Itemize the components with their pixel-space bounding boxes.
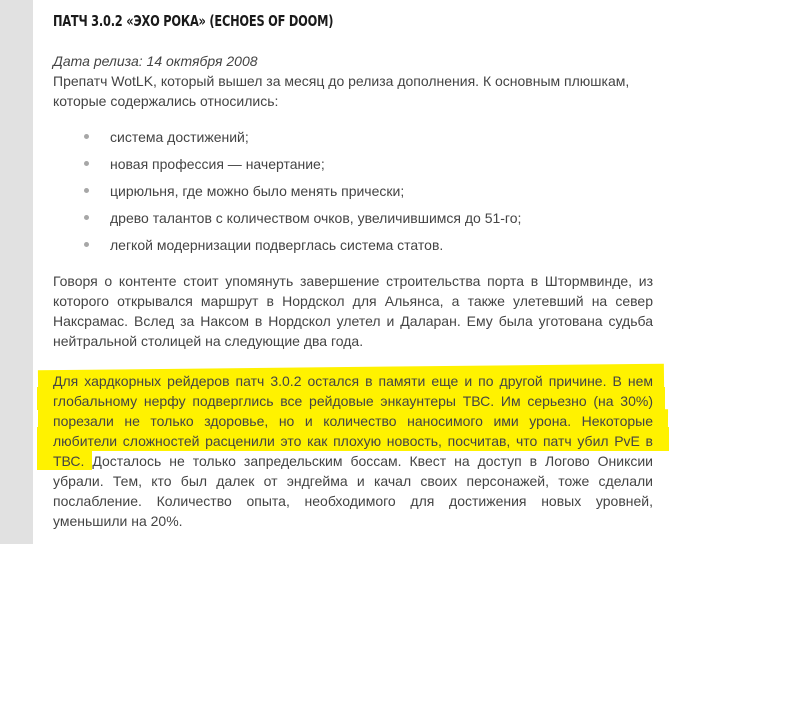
list-item: система достижений; xyxy=(53,127,521,154)
left-gray-bar xyxy=(0,0,33,544)
list-item: новая профессия — начертание; xyxy=(53,154,521,181)
list-item: древо талантов с количеством очков, увеличившимся до 51-го; xyxy=(53,208,521,235)
release-date: Дата релиза: 14 октября 2008 xyxy=(53,53,258,69)
raid-paragraph xyxy=(53,371,653,531)
content-paragraph: Говоря о контенте стоит упомянуть завершение строительства порта в Штормвинде, из которого открывался маршрут в Нордскол для Альянса, а также улетевший на север Наксрамас. Вслед за Наксом в Нордскол улетел и Даларан. Ему была уготована судьба нейтральной столицей на следующие два года. xyxy=(53,273,653,349)
raid-paragraph-text: Для хардкорных рейдеров патч 3.0.2 остался в памяти еще и по другой причине. В нем глобальному нерфу подверглись все рейдовые энкаунтеры ТВС. Им серьезно (на 30%) порезали не только здоровье, но и количество наносимого ими урона. Некоторые любители сложностей расценили это как плохую новость, посчитав, что патч убил PvE в ТВС. Досталось не только запредельским боссам. Квест на доступ в Логово Ониксии убрали. Тем, кто был далек от эндгейма и качал своих персонажей, тоже сделали послабление. Количество опыта, необходимого для достижения новых уровней, уменьшили на 20%. xyxy=(53,373,653,529)
article-title: ПАТЧ 3.0.2 «ЭХО РОКА» (ECHOES OF DOOM) xyxy=(53,12,334,30)
feature-list xyxy=(53,127,521,262)
list-item: цирюльня, где можно было менять прически; xyxy=(53,181,521,208)
intro-paragraph: Препатч WotLK, который вышел за месяц до релиза дополнения. К основным плюшкам, которые содержались относились: xyxy=(53,73,630,109)
list-item: легкой модернизации подверглась система статов. xyxy=(53,235,521,262)
